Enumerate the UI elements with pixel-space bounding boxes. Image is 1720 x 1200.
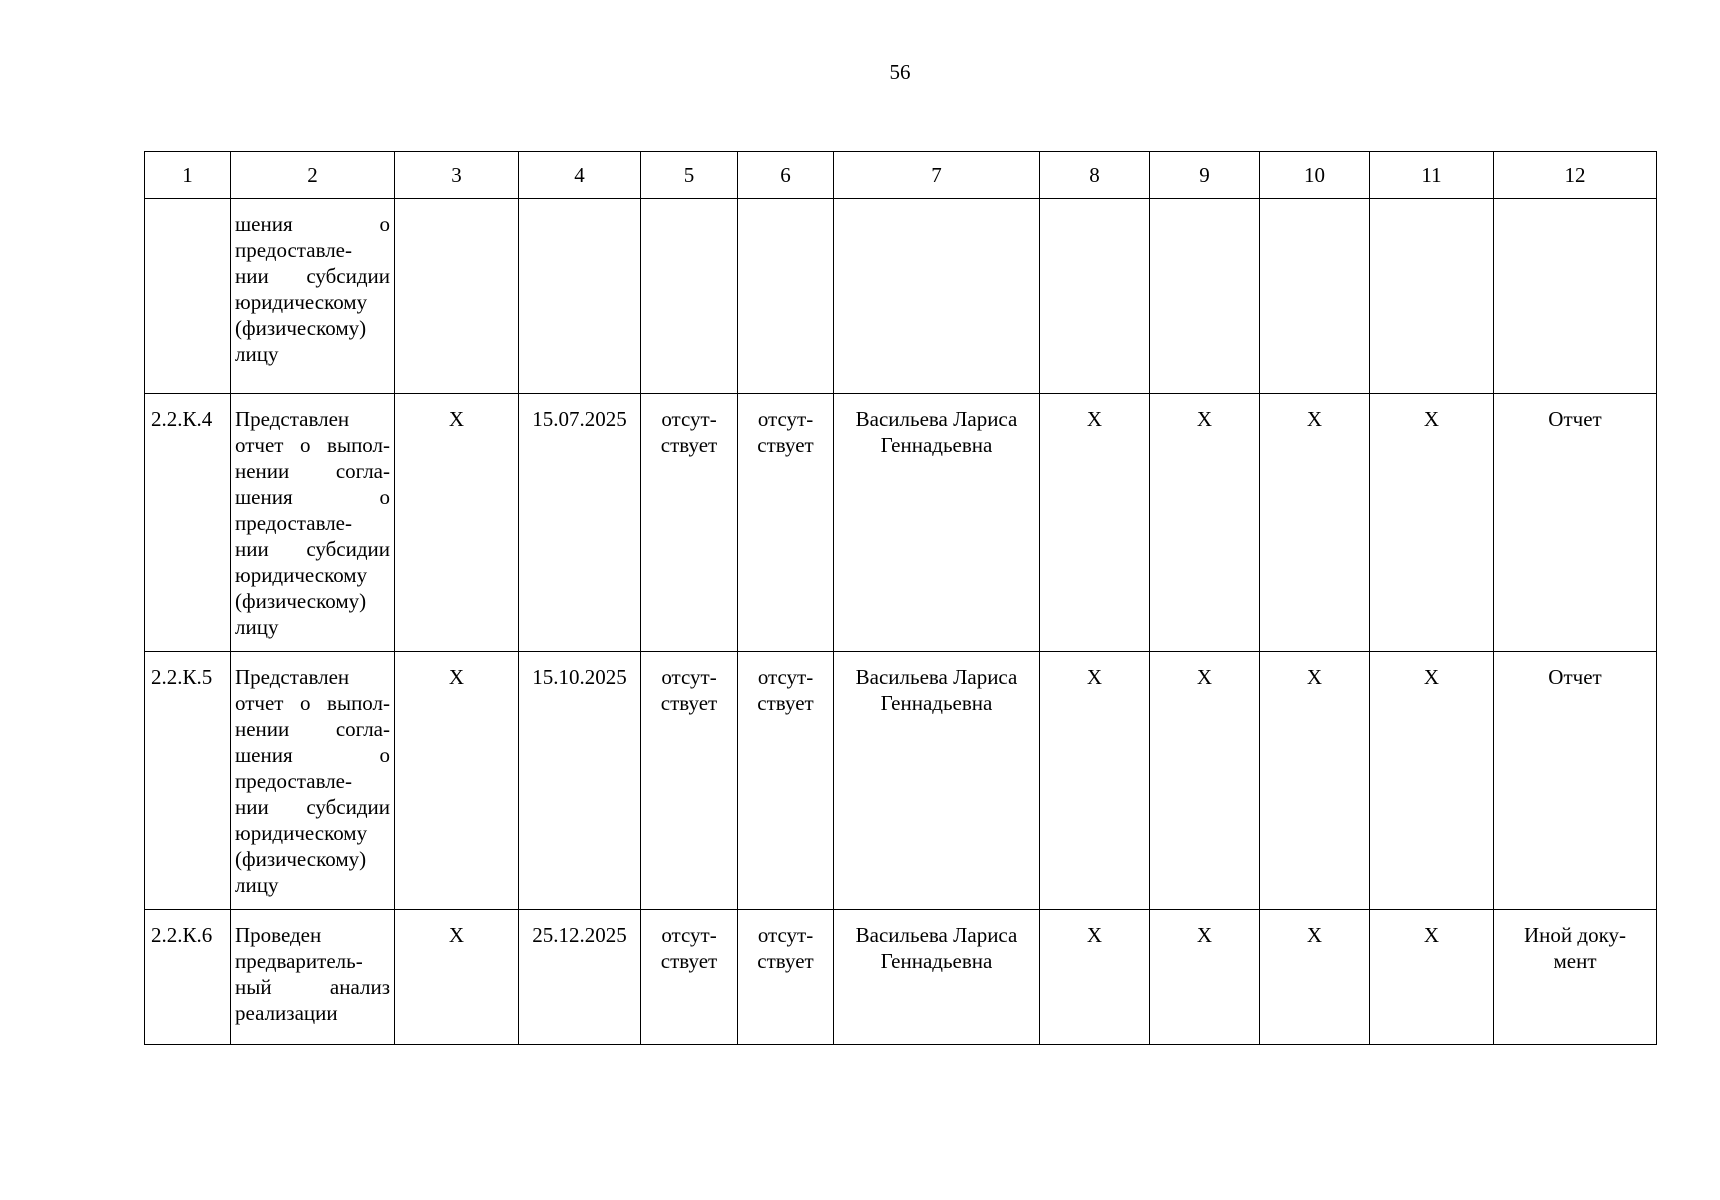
cell-num: 2.2.К.4 <box>145 394 231 652</box>
cell-col3: X <box>395 394 519 652</box>
cell-responsible: Васильева Лариса Геннадьевна <box>834 394 1040 652</box>
name-line: ный анализ <box>235 975 390 999</box>
header-cell: 11 <box>1370 152 1494 199</box>
name-line: (физическому) <box>235 589 367 613</box>
cell-col5: отсут- ствует <box>641 394 738 652</box>
name-line: нии субсидии <box>235 795 390 819</box>
cell-empty <box>641 199 738 394</box>
cell-col6: отсут- ствует <box>738 394 834 652</box>
name-line: нии субсидии <box>235 264 390 288</box>
cell-col8: X <box>1040 394 1150 652</box>
name-line: предваритель- <box>235 949 363 973</box>
header-cell: 6 <box>738 152 834 199</box>
header-row <box>145 152 1657 199</box>
name-line: реализации <box>235 1001 338 1025</box>
header-cell: 9 <box>1150 152 1260 199</box>
cell-empty <box>1260 199 1370 394</box>
cell-col10: X <box>1260 394 1370 652</box>
cell-num: 2.2.К.5 <box>145 652 231 910</box>
cell-col6: отсут- ствует <box>738 652 834 910</box>
cell-document: Иной доку- мент <box>1494 910 1657 1045</box>
header-cell: 4 <box>519 152 641 199</box>
cell-col5: отсут- ствует <box>641 652 738 910</box>
cell-empty <box>1040 199 1150 394</box>
name-line: нии субсидии <box>235 537 390 561</box>
name-line: отчет о выпол- <box>235 691 390 715</box>
cell-empty <box>395 199 519 394</box>
cell-col11: X <box>1370 394 1494 652</box>
cell-name <box>231 910 395 1045</box>
cell-num <box>145 199 231 394</box>
cell-empty <box>738 199 834 394</box>
name-line: предоставле- <box>235 511 352 535</box>
name-line: лицу <box>235 615 279 639</box>
name-line: Представлен <box>235 407 350 431</box>
cell-name <box>231 199 395 394</box>
plan-table <box>144 151 1657 1045</box>
cell-col8: X <box>1040 910 1150 1045</box>
name-line: нении согла- <box>235 459 390 483</box>
name-line: юридическому <box>235 563 368 587</box>
cell-col9: X <box>1150 910 1260 1045</box>
header-cell: 2 <box>231 152 395 199</box>
name-line: шения о <box>235 212 390 236</box>
name-line: лицу <box>235 342 279 366</box>
name-line: юридическому <box>235 290 368 314</box>
page-number: 56 <box>889 60 911 84</box>
cell-col6: отсут- ствует <box>738 910 834 1045</box>
cell-col9: X <box>1150 652 1260 910</box>
name-line: юридическому <box>235 821 368 845</box>
cell-col3: X <box>395 652 519 910</box>
name-line: предоставле- <box>235 769 352 793</box>
cell-date: 15.07.2025 <box>519 394 641 652</box>
cell-col11: X <box>1370 652 1494 910</box>
header-cell: 3 <box>395 152 519 199</box>
header-cell: 8 <box>1040 152 1150 199</box>
cell-date: 25.12.2025 <box>519 910 641 1045</box>
continuation-row <box>145 199 1657 394</box>
cell-col3: X <box>395 910 519 1045</box>
name-line: шения о <box>235 485 390 509</box>
header-cell: 12 <box>1494 152 1657 199</box>
header-cell: 1 <box>145 152 231 199</box>
cell-empty <box>1370 199 1494 394</box>
cell-name <box>231 394 395 652</box>
name-line: отчет о выпол- <box>235 433 390 457</box>
cell-col10: X <box>1260 652 1370 910</box>
name-line: нении согла- <box>235 717 390 741</box>
name-line: предоставле- <box>235 238 352 262</box>
cell-responsible: Васильева Лариса Геннадьевна <box>834 652 1040 910</box>
cell-document: Отчет <box>1494 652 1657 910</box>
cell-col10: X <box>1260 910 1370 1045</box>
table-row <box>145 652 1657 910</box>
cell-empty <box>519 199 641 394</box>
name-line: лицу <box>235 873 279 897</box>
header-cell: 7 <box>834 152 1040 199</box>
table-row <box>145 910 1657 1045</box>
cell-empty <box>1150 199 1260 394</box>
cell-col11: X <box>1370 910 1494 1045</box>
cell-col9: X <box>1150 394 1260 652</box>
header-cell: 5 <box>641 152 738 199</box>
cell-date: 15.10.2025 <box>519 652 641 910</box>
cell-name <box>231 652 395 910</box>
cell-col5: отсут- ствует <box>641 910 738 1045</box>
name-line: шения о <box>235 743 390 767</box>
cell-col8: X <box>1040 652 1150 910</box>
name-line: (физическому) <box>235 316 367 340</box>
table-row <box>145 394 1657 652</box>
cell-empty <box>1494 199 1657 394</box>
name-line: Проведен <box>235 923 322 947</box>
cell-responsible: Васильева Лариса Геннадьевна <box>834 910 1040 1045</box>
cell-num: 2.2.К.6 <box>145 910 231 1045</box>
header-cell: 10 <box>1260 152 1370 199</box>
name-line: (физическому) <box>235 847 367 871</box>
cell-document: Отчет <box>1494 394 1657 652</box>
cell-empty <box>834 199 1040 394</box>
name-line: Представлен <box>235 665 350 689</box>
